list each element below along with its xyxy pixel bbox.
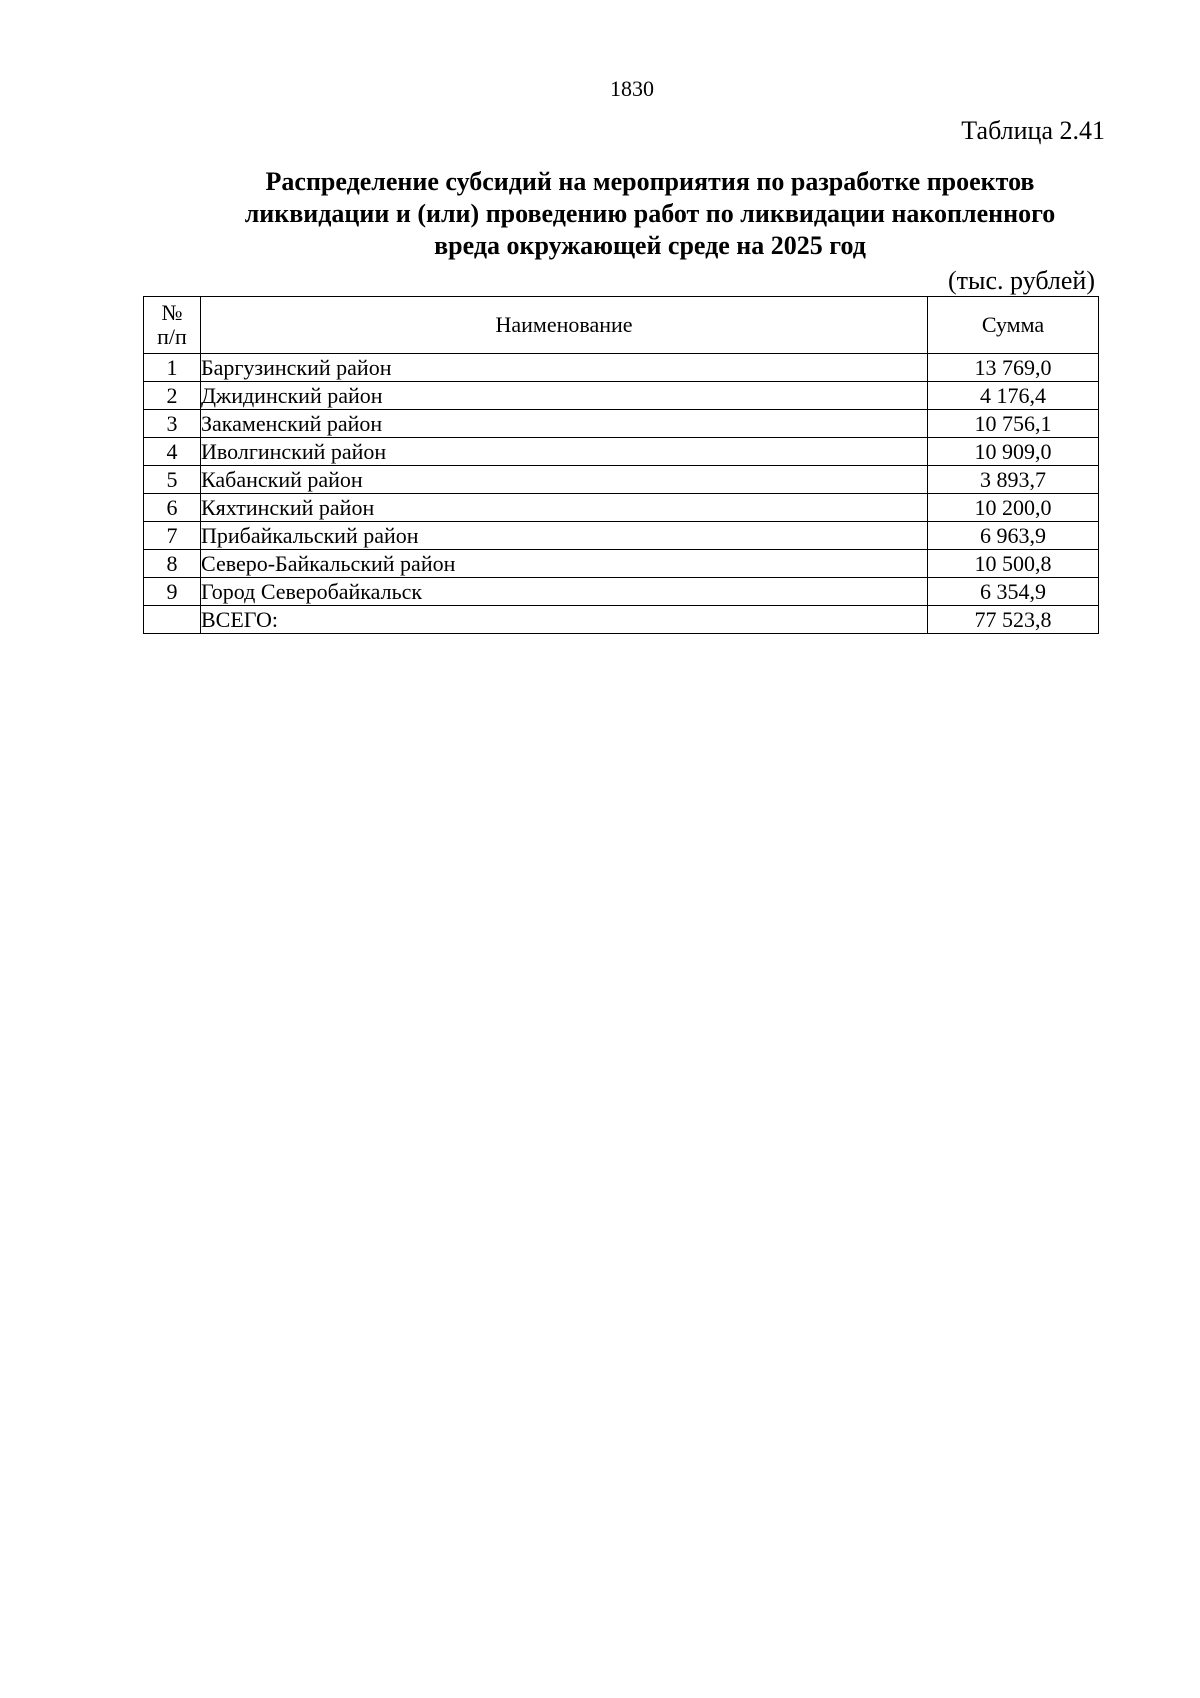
row-sum: 6 963,9 <box>928 522 1099 550</box>
total-number <box>144 606 201 634</box>
row-name: Кабанский район <box>201 466 928 494</box>
header-number <box>144 297 201 354</box>
row-sum: 10 500,8 <box>928 550 1099 578</box>
total-label: ВСЕГО: <box>201 606 928 634</box>
row-number: 5 <box>144 466 201 494</box>
row-sum: 10 756,1 <box>928 410 1099 438</box>
row-name: Закаменский район <box>201 410 928 438</box>
row-sum: 10 200,0 <box>928 494 1099 522</box>
row-sum: 3 893,7 <box>928 466 1099 494</box>
table-row <box>144 410 1099 438</box>
row-name: Северо-Байкальский район <box>201 550 928 578</box>
total-sum: 77 523,8 <box>928 606 1099 634</box>
table-row <box>144 382 1099 410</box>
row-number: 6 <box>144 494 201 522</box>
title-line: вреда окружающей среде на 2025 год <box>434 231 866 260</box>
row-name: Кяхтинский район <box>201 494 928 522</box>
row-number: 8 <box>144 550 201 578</box>
row-sum: 10 909,0 <box>928 438 1099 466</box>
units-label: (тыс. рублей) <box>947 266 1095 295</box>
table-row <box>144 578 1099 606</box>
header-number-abbr: п/п <box>157 324 187 349</box>
row-sum: 4 176,4 <box>928 382 1099 410</box>
row-sum: 13 769,0 <box>928 354 1099 382</box>
table-row <box>144 438 1099 466</box>
title-line: Распределение субсидий на мероприятия по разработке проектов <box>265 167 1035 196</box>
row-number: 2 <box>144 382 201 410</box>
row-name: Прибайкальский район <box>201 522 928 550</box>
row-name: Иволгинский район <box>201 438 928 466</box>
subsidy-table <box>143 296 1099 634</box>
table-header-row <box>144 297 1099 354</box>
row-name: Джидинский район <box>201 382 928 410</box>
row-number: 1 <box>144 354 201 382</box>
table-total-row <box>144 606 1099 634</box>
row-sum: 6 354,9 <box>928 578 1099 606</box>
table-label: Таблица 2.41 <box>961 116 1105 145</box>
table-row <box>144 494 1099 522</box>
row-number: 3 <box>144 410 201 438</box>
table-row <box>144 550 1099 578</box>
row-name: Баргузинский район <box>201 354 928 382</box>
header-number-symbol: № <box>161 300 183 325</box>
title-line: ликвидации и (или) проведению работ по ликвидации накопленного <box>244 199 1056 228</box>
row-number: 7 <box>144 522 201 550</box>
table-row <box>144 466 1099 494</box>
header-sum: Сумма <box>928 297 1099 354</box>
row-number: 4 <box>144 438 201 466</box>
document-title <box>180 166 1120 262</box>
row-name: Город Северобайкальск <box>201 578 928 606</box>
row-number: 9 <box>144 578 201 606</box>
table-row <box>144 522 1099 550</box>
header-name: Наименование <box>201 297 928 354</box>
table-row <box>144 354 1099 382</box>
page-number: 1830 <box>610 76 654 101</box>
